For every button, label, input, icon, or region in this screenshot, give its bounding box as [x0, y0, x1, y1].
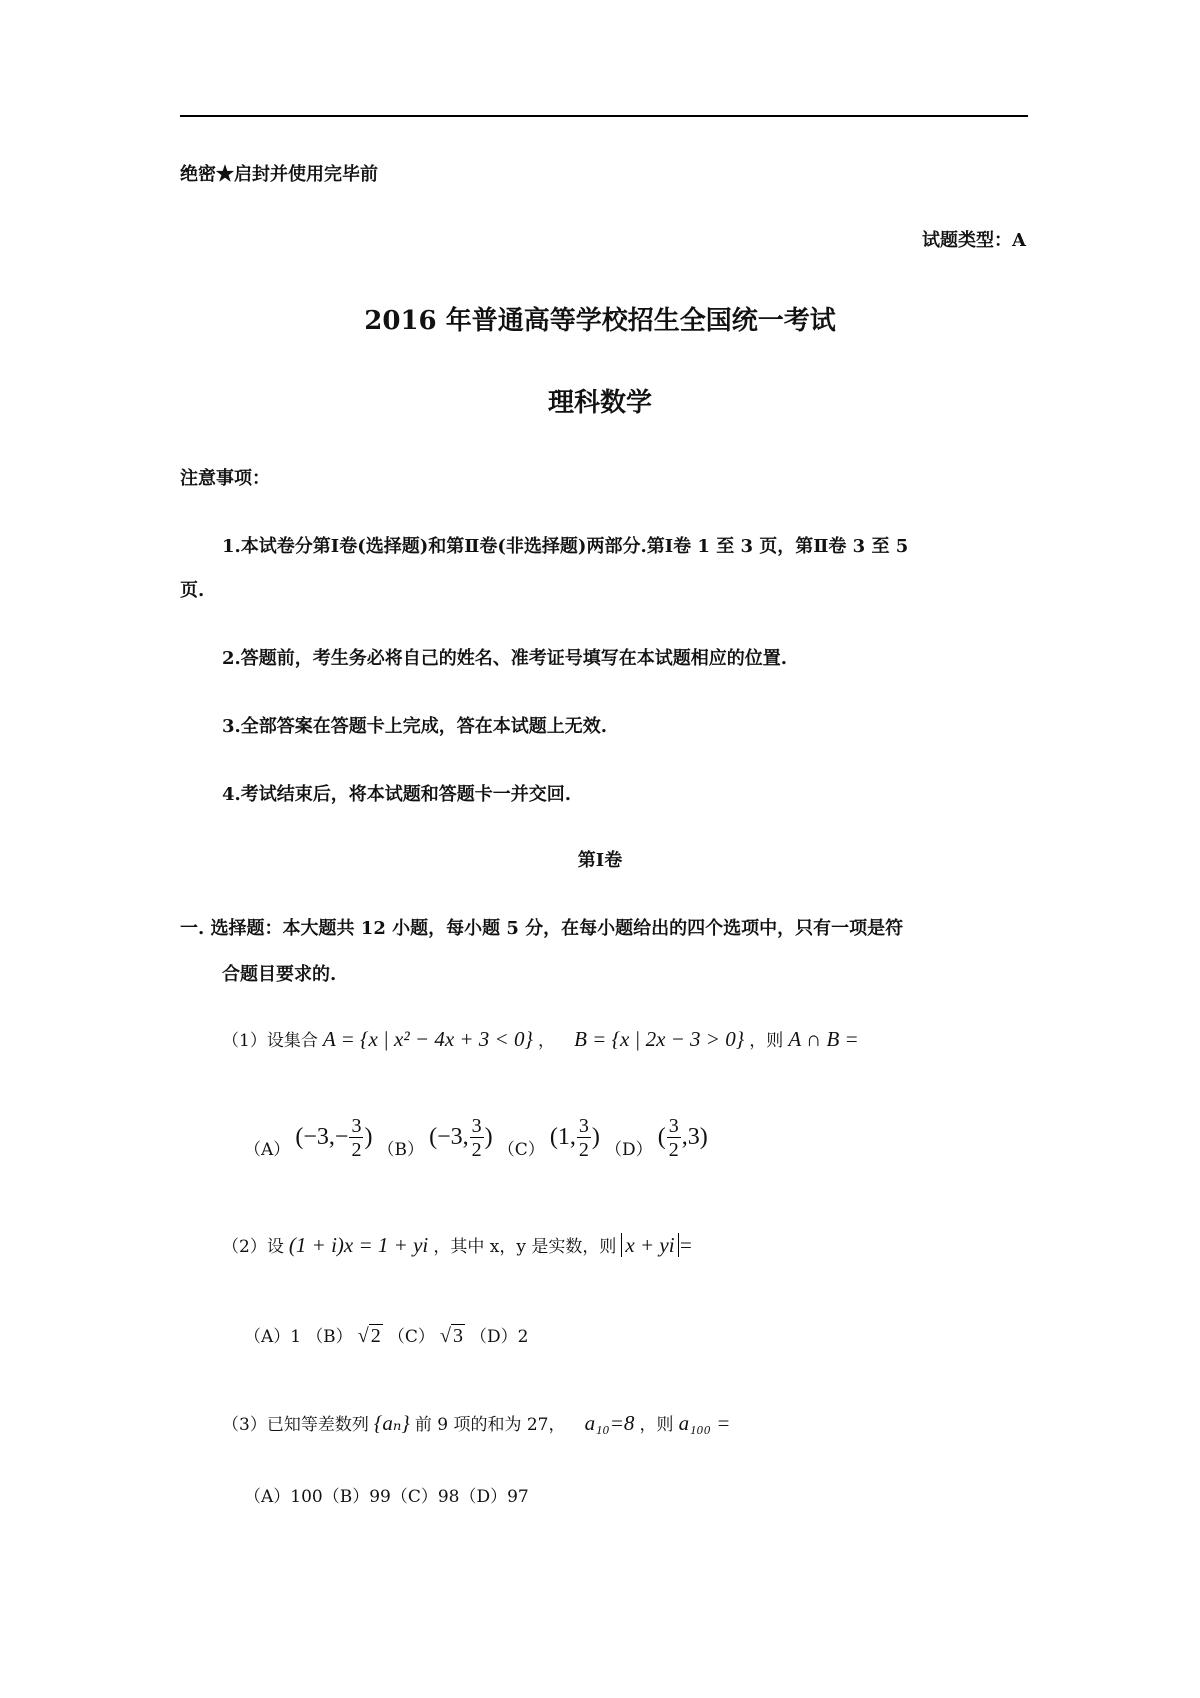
q2-middle: ，其中 x，y 是实数，则 [433, 1237, 617, 1257]
q2-abs-expr: x + yi [621, 1233, 678, 1257]
q1-options [244, 1116, 708, 1160]
notice-item-3: 3.全部答案在答题卡上完成，答在本试题上无效. [222, 716, 608, 737]
q1-option-d-label: （D） [604, 1140, 653, 1160]
volume-heading: 第Ⅰ卷 [577, 850, 623, 871]
section-heading: 一. 选择题：本大题共 12 小题，每小题 5 分，在每小题给出的四个选项中，只有一项是符 [180, 918, 904, 939]
q3-given: a₁₀=8 [584, 1411, 635, 1435]
question-2 [222, 1232, 693, 1258]
q1-option-a-label: （A） [244, 1140, 291, 1160]
q1-option-b: (−3, $\frac{3}{2}$ ) [429, 1115, 493, 1161]
q2-equation: (1 + i)x = 1 + yi [288, 1233, 429, 1257]
q3-prefix: （3）已知等差数列 [222, 1415, 369, 1435]
q2-eq: = [678, 1233, 693, 1257]
q3-options: （A）100（B）99（C）98（D）97 [244, 1487, 529, 1507]
q2-option-d: （D）2 [470, 1327, 529, 1347]
q3-suffix: ，则 [639, 1415, 674, 1435]
q1-option-b-label: （B） [377, 1140, 425, 1160]
notice-item-2: 2.答题前，考生务必将自己的姓名、准考证号填写在本试题相应的位置. [222, 648, 788, 669]
q1-sep: ， [537, 1031, 555, 1051]
q1-suffix: ，则 [749, 1031, 784, 1051]
q1-option-d: ( $\frac{3}{2}$ ,3) [657, 1115, 708, 1161]
q1-option-c: (1, $\frac{3}{2}$ ) [549, 1115, 600, 1161]
q2-option-c-label: （C） [387, 1327, 435, 1347]
notice-item-1: 1.本试卷分第Ⅰ卷(选择题)和第Ⅱ卷(非选择题)两部分.第Ⅰ卷 1 至 3 页，第Ⅱ卷 3 至 5 [222, 536, 909, 557]
q1-expr: A ∩ B = [788, 1027, 859, 1051]
q1-prefix: （1）设集合 [222, 1031, 318, 1051]
q2-option-c: √ 3 [439, 1325, 463, 1347]
q2-prefix: （2）设 [222, 1237, 284, 1257]
header-rule [180, 115, 1028, 117]
notice-item-1-cont: 页. [180, 580, 205, 601]
q1-set-b: B = {x | 2x − 3 > 0} [574, 1027, 745, 1051]
question-3 [222, 1410, 730, 1436]
paper-type-label: 试题类型：A [922, 230, 1026, 251]
q3-sequence: {aₙ} [373, 1411, 410, 1435]
q2-option-a: （A）1 [244, 1327, 302, 1347]
q2-options [244, 1322, 529, 1348]
q1-option-c-label: （C） [497, 1140, 545, 1160]
q2-option-b: √ 2 [357, 1325, 381, 1347]
q3-target: a₁₀₀ = [678, 1411, 731, 1435]
question-1 [222, 1026, 859, 1052]
secrecy-label: 绝密★启封并使用完毕前 [180, 164, 378, 185]
q3-middle: 前 9 项的和为 27， [414, 1415, 566, 1435]
q1-set-a: A = {x | x² − 4x + 3 < 0} [322, 1027, 533, 1051]
notice-item-4: 4.考试结束后，将本试题和答题卡一并交回. [222, 784, 572, 805]
exam-title: 2016 年普通高等学校招生全国统一考试 [364, 306, 836, 336]
q1-option-a: (−3,− $\frac{3}{2}$ ) [295, 1115, 373, 1161]
section-heading-cont: 合题目要求的. [222, 964, 337, 985]
q2-option-b-label: （B） [306, 1327, 353, 1347]
exam-subject: 理科数学 [547, 388, 652, 418]
notice-heading: 注意事项： [180, 468, 270, 489]
